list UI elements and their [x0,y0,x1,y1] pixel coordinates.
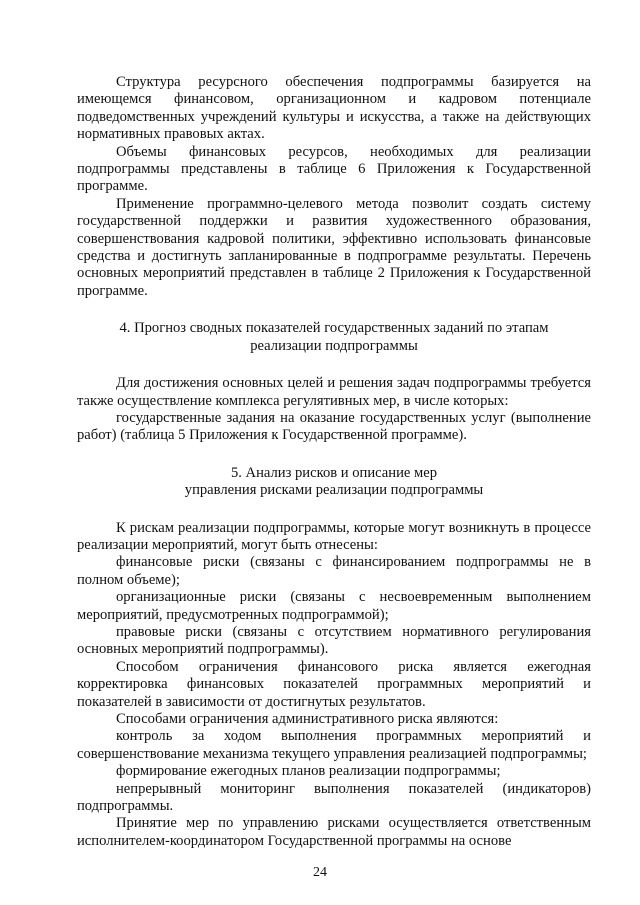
section-4-heading [77,320,591,355]
paragraph: Способами ограничения административного риска являются: [116,711,499,727]
paragraph: Структура ресурсного обеспечения подпрограммы базируется на имеющемся финансовом, организационном и кадровом потенциале подведомственных учреждений культуры и искусства, а также на действующих нормативных правовых актах. [77,74,591,143]
paragraph: Способом ограничения финансового риска является ежегодная корректировка финансовых показателей программных мероприятий и показателей в зависимости от достигнутых результатов. [77,658,591,710]
section-5-heading [77,465,591,500]
paragraph: государственные задания на оказание государственных услуг (выполнение работ) (таблица 5 Приложения к Государственной программе). [77,409,591,444]
paragraph: Для достижения основных целей и решения задач подпрограммы требуется также осуществление комплекса регулятивных мер, в числе которых: [77,375,591,409]
page-number: 24 [313,865,327,880]
paragraph: контроль за ходом выполнения программных мероприятий и совершенствование механизма текущего управления реализацией подпрограммы; [77,728,591,762]
paragraph: правовые риски (связаны с отсутствием нормативного регулирования основных мероприятий подпрограммы). [77,623,591,658]
paragraph: финансовые риски (связаны с финансированием подпрограммы не в полном объеме); [77,554,591,588]
paragraph: непрерывный мониторинг выполнения показателей (индикаторов) подпрограммы. [77,780,591,815]
heading-line: 5. Анализ рисков и описание мер [230,464,438,481]
paragraph: Применение программно-целевого метода позволит создать систему государственной поддержки и развития художественного образования, совершенствования кадровой политики, эффективно использовать финансовые средства и достигнуть запланированные в подпрограмме результаты. Перечень основных мероприятий представлен в таблице 2 Приложения к Государственной программе. [77,195,591,299]
heading-line: управления рисками реализации подпрограммы [184,482,484,499]
heading-line: реализации подпрограммы [250,337,418,354]
paragraph: Объемы финансовых ресурсов, необходимых для реализации подпрограммы представлены в таблице 6 Приложения к Государственной программе. [77,143,591,195]
heading-line: 4. Прогноз сводных показателей государственных заданий по этапам [119,320,549,337]
paragraph: организационные риски (связаны с несвоевременным выполнением мероприятий, предусмотренных подпрограммой); [77,589,591,623]
page-content [77,74,591,850]
paragraph: Принятие мер по управлению рисками осуществляется ответственным исполнителем-координатором Государственной программы на основе [77,815,591,849]
paragraph: формирование ежегодных планов реализации подпрограммы; [116,763,501,780]
paragraph: К рискам реализации подпрограммы, которые могут возникнуть в процессе реализации мероприятий, могут быть отнесены: [77,519,591,553]
